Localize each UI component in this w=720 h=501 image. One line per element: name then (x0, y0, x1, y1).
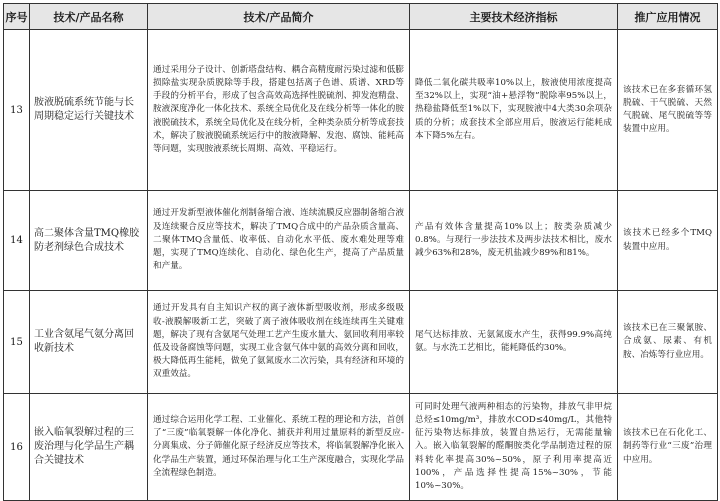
row-tech-intro: 通过开发具有自主知识产权的离子液体新型吸收剂，形成多级吸收-液膜解吸新工艺，突破了离子液体吸收剂在线连续再生关键难题，解决了现有含氨尾气处理工艺产生废水量大、氨回收利用率较低及设备腐蚀等问题，实现工业含氨气体中氨的高效分离和回收，极大降低再生能耗，做免了氨氮废水二次污染，具有经济和环境的双重效益。 (148, 291, 410, 394)
row-number: 14 (4, 191, 30, 291)
row-tech-name: 工业含氨尾气氨分离回收新技术 (30, 291, 148, 394)
row-number: 13 (4, 30, 30, 191)
header-num: 序号 (4, 4, 30, 30)
row-tech-indicators: 可同时处理气液两种相态的污染物，排放气非甲烷总烃≤10mg/m³，排放水COD≤40mg/L，其他特征污染物达标排放，装置自热运行，无需能量输入。嵌入临氧裂解的醛酮胺类化学品制造过程的原料转化率提高30%~50%，原子利用率提高近100%，产品选择性提高15%~30%，节能10%~30%。 (410, 394, 618, 501)
row-tech-promotion: 该技术已在石化化工、制药等行业“三废”治理中应用。 (618, 394, 718, 501)
table-row (4, 291, 718, 394)
table-header-row (4, 4, 718, 30)
row-tech-name: 胺液脱硫系统节能与长周期稳定运行关键技术 (30, 30, 148, 191)
header-intro: 技术/产品简介 (148, 4, 410, 30)
row-tech-name: 高二聚体含量TMQ橡胶防老剂绿色合成技术 (30, 191, 148, 291)
header-name: 技术/产品名称 (30, 4, 148, 30)
row-tech-indicators: 尾气达标排放、无氨氮废水产生，获得99.9%高纯氨。与水洗工艺相比，能耗降低约30%。 (410, 291, 618, 394)
row-tech-promotion: 该技术已在三聚氰胺、合成氨、尿素、有机胺、冶炼等行业应用。 (618, 291, 718, 394)
row-tech-intro: 通过综合运用化学工程、工业催化、系统工程的理论和方法，首创了“三废”临氧裂解一体化净化、捕获并利用过量原料的新型反应-分离集成、分子筛催化原子经济反应等技术，将临氧裂解净化嵌入化学品生产装置，通过环保治理与化工生产深度融合，实现化学品全流程绿色制造。 (148, 394, 410, 501)
row-tech-indicators: 产品有效体含量提高10%以上；胺类杂质减少0.8%。与现行一步法技术及两步法技术相比，废水减少63%和28%，废无机盐减少89%和81%。 (410, 191, 618, 291)
row-tech-intro: 通过开发新型液体催化剂制备缩合液、连续流膜反应器制备缩合液及连续聚合反应等技术，解决了TMQ合成中的产品杂质含量高、二聚体TMQ含量低、收率低、自动化水平低、废水难处理等难题，实现了TMQ连续化、自动化、绿色化生产，提高了产品质量和产量。 (148, 191, 410, 291)
row-tech-name: 嵌入临氧裂解过程的三废治理与化学品生产耦合关键技术 (30, 394, 148, 501)
row-tech-intro: 通过采用分子设计、创新塔盘结构、耦合高精度耐污染过滤和低膨损除盐实现杂质脱除等手段，搭建包括离子色谱、质谱、XRD等手段的分析平台，形成了包含高效高选择性脱硫剂、抑发泡精盘、胺液深度净化一体化技术、系统全局优化及在线分析等一体化的胺液脱硫技术，系统全局优化及在线分析，全种类杂质分析等成套技术，解决了胺液脱硫系统运行中的胺液降解、发泡、腐蚀、能耗高等问题，实现胺液系统长周期、高效、平稳运行。 (148, 30, 410, 191)
row-number: 16 (4, 394, 30, 501)
technology-table (3, 3, 718, 501)
table-row (4, 191, 718, 291)
row-tech-promotion: 该技术已经多个TMQ装置中应用。 (618, 191, 718, 291)
row-tech-promotion: 该技术已在多套循环氢脱硫、干气脱硫、天然气脱硫、尾气脱硫等等装置中应用。 (618, 30, 718, 191)
table-row (4, 394, 718, 501)
header-indicators: 主要技术经济指标 (410, 4, 618, 30)
row-tech-indicators: 降低二氧化碳共吸率10%以上，胺液使用浓度提高至32%以上，实现“油+悬浮物”脱除率95%以上，热稳盐降低至1%以下，实现胺液中4大类30余项杂质的分析；成套技术全部应用后，胺液运行能耗成本下降5%左右。 (410, 30, 618, 191)
table-row (4, 30, 718, 191)
header-promotion: 推广应用情况 (618, 4, 718, 30)
row-number: 15 (4, 291, 30, 394)
